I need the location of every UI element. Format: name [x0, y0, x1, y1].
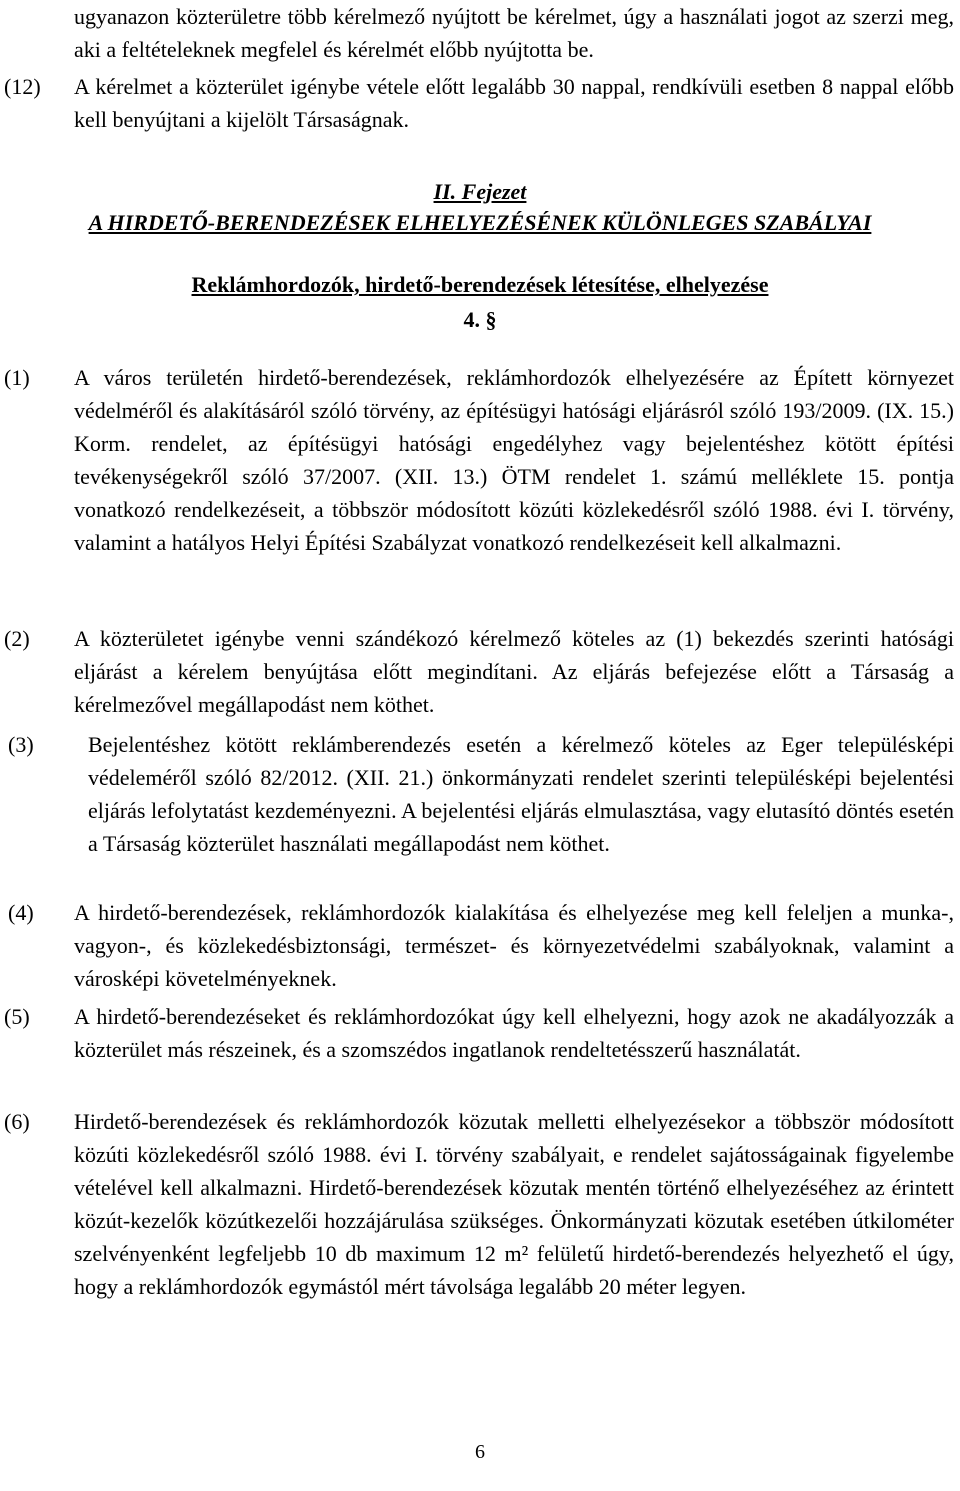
paragraph-text: A kérelmet a közterület igénybe vétele előtt legalább 30 nappal, rendkívüli esetben 8 nappal előbb kell benyújtani a kijelölt Társaságnak.: [74, 74, 954, 132]
page-number: 6: [475, 1441, 485, 1463]
paragraph-number: (12): [4, 74, 41, 99]
paragraph-text: Bejelentéshez kötött reklámberendezés esetén a kérelmező köteles az Eger településképi védeleméről szóló 82/2012. (XII. 21.) önkormányzati rendelet szerinti településképi bejelentési eljárás lefolytatást kezdeményezni. A bejelentési eljárás elmulasztása, vagy elutasító döntés esetén a Társaság közterület használati megállapodást nem köthet.: [88, 732, 954, 856]
paragraph-number: (6): [4, 1109, 30, 1134]
section-subtitle: Reklámhordozók, hirdető-berendezések létesítése, elhelyezése: [191, 272, 769, 297]
paragraph-number: (4): [8, 900, 34, 925]
chapter-title: A HIRDETŐ-BERENDEZÉSEK ELHELYEZÉSÉNEK KÜLÖNLEGES SZABÁLYAI: [88, 210, 872, 235]
paragraph-number: (3): [8, 732, 34, 757]
section-number: 4. §: [463, 307, 497, 332]
paragraph-text: Hirdető-berendezések és reklámhordozók közutak melletti elhelyezésekor a többször módosított közúti közlekedésről szóló 1988. évi I. törvény szabályait, e rendelet sajátosságainak figyelembe vételével kell alkalmazni. Hirdető-berendezések közutak mentén történő elhelyezéséhez az érintett közút-kezelők közútkezelői hozzájárulása szükséges. Önkormányzati közutak esetében útkilométer szelvényenként legfeljebb 10 db maximum 12 m² felületű hirdető-berendezés helyezhető el úgy, hogy a reklámhordozók egymástól mért távolsága legalább 20 méter legyen.: [74, 1109, 954, 1299]
paragraph-text: A hirdető-berendezéseket és reklámhordozókat úgy kell elhelyezni, hogy azok ne akadályozzák a közterület más részeinek, és a szomszédos ingatlanok rendeltetésszerű használatát.: [74, 1004, 954, 1062]
paragraph-number: (5): [4, 1004, 30, 1029]
paragraph-text: A város területén hirdető-berendezések, reklámhordozók elhelyezésére az Épített környezet védelméről és alakításáról szóló törvény, az építésügyi hatósági eljárásról szóló 193/2009. (IX. 15.) Korm. rendelet, az építésügyi hatósági engedélyhez vagy bejelentéshez kötött építési tevékenységekről szóló 37/2007. (XII. 13.) ÖTM rendelet 1. számú melléklete 15. pontja vonatkozó rendelkezéseit, a többször módosított közúti közlekedésről szóló 1988. évi I. törvény, valamint a hatályos Helyi Építési Szabályzat vonatkozó rendelkezéseit kell alkalmazni.: [74, 365, 954, 555]
chapter-number: II. Fejezet: [433, 179, 527, 204]
paragraph-number: (2): [4, 626, 30, 651]
paragraph-text: A hirdető-berendezések, reklámhordozók kialakítása és elhelyezése meg kell feleljen a munka-, vagyon-, és közlekedésbiztonsági, természet- és környezetvédelmi szabályoknak, valamint a városképi követelményeknek.: [74, 900, 954, 991]
intro-text: ugyanazon közterületre több kérelmező nyújtott be kérelmet, úgy a használati jogot az szerzi meg, aki a feltételeknek megfelel és kérelmét előbb nyújtotta be.: [74, 4, 954, 62]
paragraph-number: (1): [4, 365, 30, 390]
paragraph-text: A közterületet igénybe venni szándékozó kérelmező köteles az (1) bekezdés szerinti hatósági eljárást a kérelem benyújtása előtt megindítani. Az eljárás befejezése előtt a Társaság a kérelmezővel megállapodást nem köthet.: [74, 626, 954, 717]
